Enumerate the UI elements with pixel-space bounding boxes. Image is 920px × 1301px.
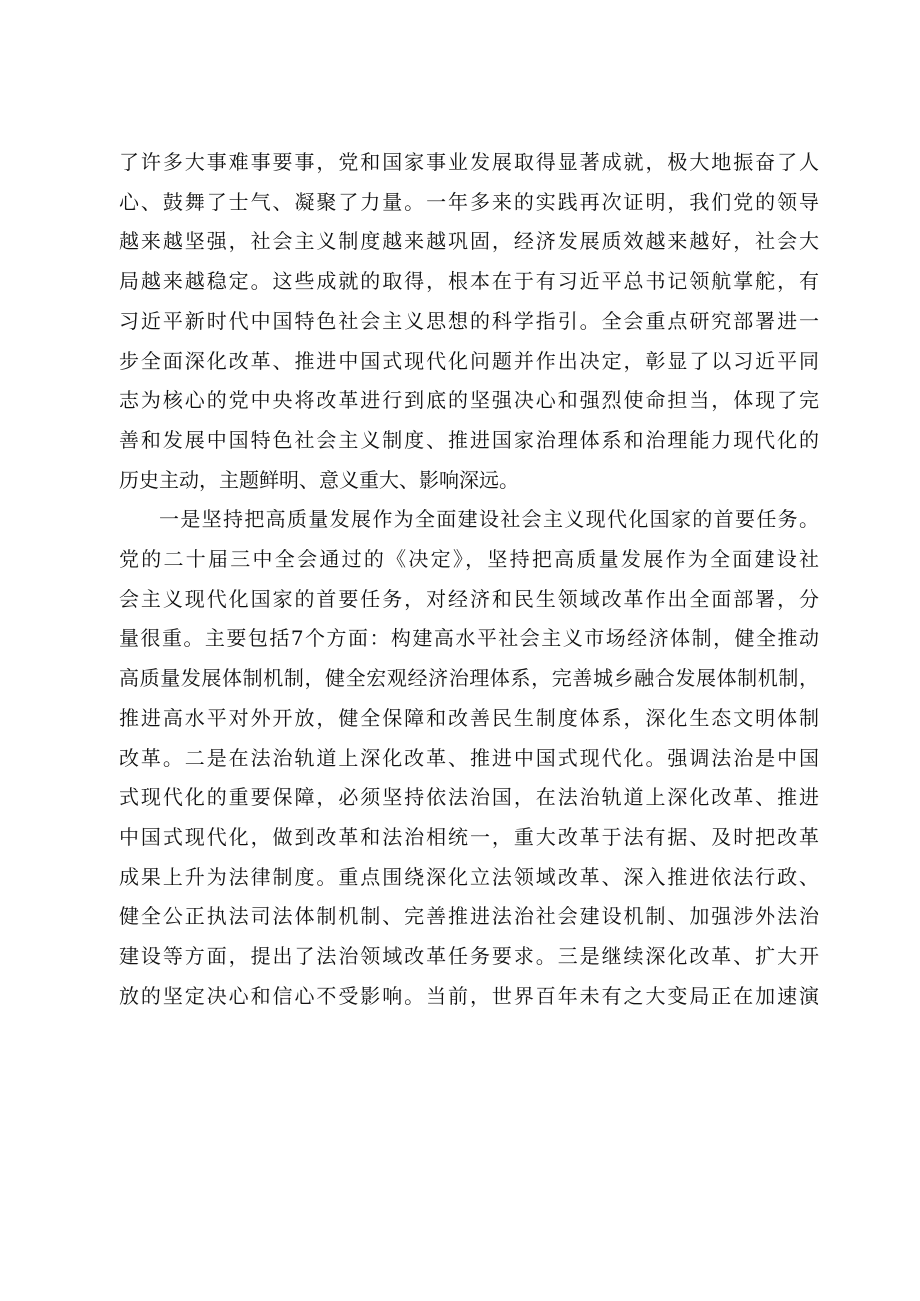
text-line: 善和发展中国特色社会主义制度、推进国家治理体系和治理能力现代化的 — [119, 427, 819, 452]
text-line: 量很重。主要包括7个方面：构建高水平社会主义市场经济体制，健全推动 — [119, 626, 819, 651]
text-line: 心、鼓舞了士气、凝聚了力量。一年多来的实践再次证明，我们党的领导 — [119, 189, 819, 214]
text-line: 放的坚定决心和信心不受影响。当前，世界百年未有之大变局正在加速演 — [119, 983, 819, 1008]
text-line: 式现代化的重要保障，必须坚持依法治国，在法治轨道上深化改革、推进 — [119, 785, 819, 810]
text-line: 志为核心的党中央将改革进行到底的坚强决心和强烈使命担当，体现了完 — [119, 388, 819, 413]
text-line: 成果上升为法律制度。重点围绕深化立法领域改革、深入推进依法行政、 — [119, 864, 819, 889]
text-line: 建设等方面，提出了法治领域改革任务要求。三是继续深化改革、扩大开 — [119, 944, 819, 969]
text-line: 健全公正执法司法体制机制、完善推进法治社会建设机制、加强涉外法治 — [119, 904, 819, 929]
text-line: 局越来越稳定。这些成就的取得，根本在于有习近平总书记领航掌舵，有 — [119, 269, 819, 294]
text-line: 推进高水平对外开放，健全保障和改善民生制度体系，深化生态文明体制 — [119, 705, 819, 730]
text-line: 党的二十届三中全会通过的《决定》，坚持把高质量发展作为全面建设社 — [119, 547, 819, 572]
paragraph-1 — [119, 143, 819, 500]
text-line: 习近平新时代中国特色社会主义思想的科学指引。全会重点研究部署进一 — [119, 308, 819, 333]
text-line: 步全面深化改革、推进中国式现代化问题并作出决定，彰显了以习近平同 — [119, 348, 819, 373]
text-line: 一是坚持把高质量发展作为全面建设社会主义现代化国家的首要任务。 — [159, 507, 819, 532]
text-line: 越来越坚强，社会主义制度越来越巩固，经济发展质效越来越好，社会大 — [119, 229, 819, 254]
text-line: 高质量发展体制机制，健全宏观经济治理体系，完善城乡融合发展体制机制， — [119, 666, 819, 691]
text-line: 会主义现代化国家的首要任务，对经济和民生领域改革作出全面部署，分 — [119, 586, 819, 611]
text-line: 改革。二是在法治轨道上深化改革、推进中国式现代化。强调法治是中国 — [119, 745, 819, 770]
body-text — [119, 143, 819, 1016]
text-line: 了许多大事难事要事，党和国家事业发展取得显著成就，极大地振奋了人 — [119, 150, 819, 174]
paragraph-2 — [119, 500, 819, 1016]
text-line: 历史主动，主题鲜明、意义重大、影响深远。 — [119, 467, 519, 492]
text-line: 中国式现代化，做到改革和法治相统一，重大改革于法有据、及时把改革 — [119, 824, 819, 849]
